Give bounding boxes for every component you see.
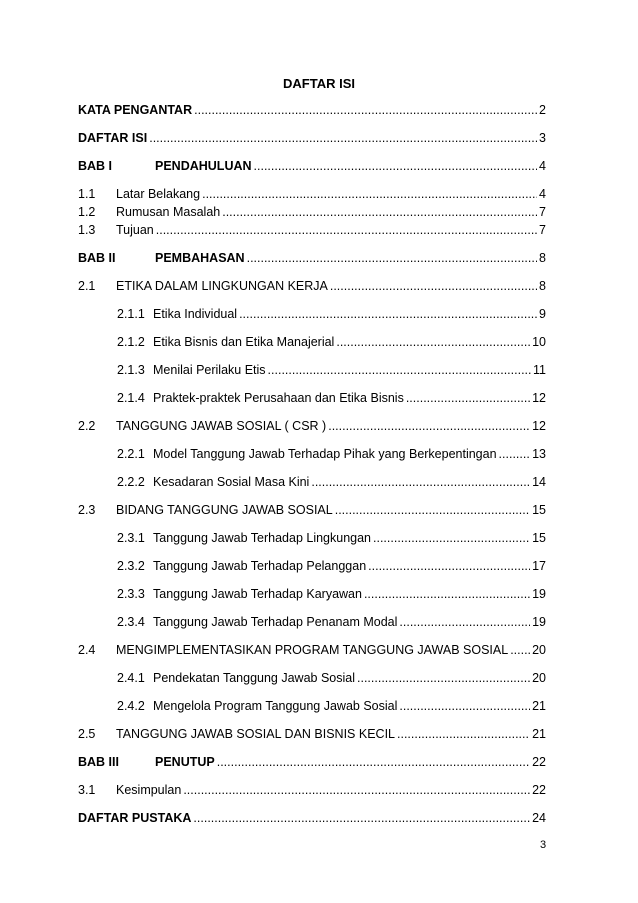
toc-entry-page: 20 bbox=[532, 643, 546, 657]
dot-leader bbox=[364, 586, 530, 602]
toc-entry bbox=[117, 586, 546, 602]
toc-entry bbox=[78, 642, 546, 658]
dot-leader bbox=[336, 334, 530, 350]
toc-entry-label: BIDANG TANGGUNG JAWAB SOSIAL bbox=[116, 503, 333, 517]
toc-entry bbox=[117, 334, 546, 350]
toc-entry-label: PENDAHULUAN bbox=[155, 159, 252, 173]
toc-entry-page: 8 bbox=[539, 251, 546, 265]
toc-entry-label: ETIKA DALAM LINGKUNGAN KERJA bbox=[116, 279, 328, 293]
toc-entry-number: 1.1 bbox=[78, 187, 96, 201]
toc-entry-number: 3.1 bbox=[78, 783, 96, 797]
toc-entry bbox=[78, 102, 546, 118]
dot-leader bbox=[373, 530, 530, 546]
toc-entry-number: 2.3 bbox=[78, 503, 96, 517]
toc-entry-page: 19 bbox=[532, 615, 546, 629]
toc-entry-page: 15 bbox=[532, 503, 546, 517]
toc-entry bbox=[117, 306, 546, 322]
toc-entry-number: 2.2 bbox=[78, 419, 96, 433]
toc-entry-page: 21 bbox=[532, 699, 546, 713]
toc-entry-page: 20 bbox=[532, 671, 546, 685]
toc-entry-label: TANGGUNG JAWAB SOSIAL ( CSR ) bbox=[116, 419, 327, 433]
toc-entry bbox=[117, 614, 546, 630]
toc-entry bbox=[117, 390, 546, 406]
toc-entry-number: 2.4.1 bbox=[117, 671, 145, 685]
toc-entry-page: 7 bbox=[539, 223, 546, 237]
toc-entry bbox=[117, 446, 546, 462]
dot-leader bbox=[268, 362, 531, 378]
toc-entry-label: TANGGUNG JAWAB SOSIAL DAN BISNIS KECIL bbox=[116, 727, 395, 741]
toc-entry-page: 22 bbox=[532, 783, 546, 797]
toc-entry-label: Praktek-praktek Perusahaan dan Etika Bisnis bbox=[153, 391, 404, 405]
toc-entry-number: 2.3.3 bbox=[117, 587, 145, 601]
toc-entry bbox=[78, 754, 546, 770]
toc-entry bbox=[78, 418, 546, 434]
toc-entry bbox=[78, 204, 546, 220]
toc-entry-number: BAB III bbox=[78, 755, 119, 769]
toc-entry-number: BAB I bbox=[78, 159, 113, 173]
toc-entry-page: 24 bbox=[532, 811, 546, 825]
toc-entry-page: 14 bbox=[532, 475, 546, 489]
toc-entry-number: 2.1.4 bbox=[117, 391, 145, 405]
toc-entry-page: 11 bbox=[533, 363, 546, 377]
toc-entry-label: Pendekatan Tanggung Jawab Sosial bbox=[153, 671, 356, 685]
toc-entry-number: 2.4.2 bbox=[117, 699, 145, 713]
dot-leader bbox=[406, 390, 530, 406]
toc-entry-number: BAB II bbox=[78, 251, 116, 265]
dot-leader bbox=[328, 418, 530, 434]
dot-leader bbox=[156, 222, 537, 238]
dot-leader bbox=[193, 810, 530, 826]
toc-entry bbox=[78, 810, 546, 826]
toc-entry-label: Tanggung Jawab Terhadap Karyawan bbox=[153, 587, 362, 601]
dot-leader bbox=[202, 186, 537, 202]
toc-entry-page: 17 bbox=[532, 559, 546, 573]
toc-entry bbox=[117, 558, 546, 574]
toc-entry-number: 2.3.1 bbox=[117, 531, 145, 545]
toc-entry-label: Etika Individual bbox=[153, 307, 238, 321]
toc-entry-number: 2.1 bbox=[78, 279, 96, 293]
toc-entry-label: DAFTAR PUSTAKA bbox=[78, 811, 192, 825]
dot-leader bbox=[311, 474, 530, 490]
toc-title: DAFTAR ISI bbox=[283, 76, 355, 91]
dot-leader bbox=[368, 558, 530, 574]
toc-entry-label: DAFTAR ISI bbox=[78, 131, 148, 145]
dot-leader bbox=[247, 250, 537, 266]
toc-entry-label: PEMBAHASAN bbox=[155, 251, 245, 265]
toc-entry-number: 2.2.1 bbox=[117, 447, 145, 461]
dot-leader bbox=[183, 782, 530, 798]
toc-entry-page: 4 bbox=[539, 187, 546, 201]
dot-leader bbox=[510, 642, 530, 658]
dot-leader bbox=[254, 158, 538, 174]
toc-entry-page: 10 bbox=[532, 335, 546, 349]
toc-entry-label: MENGIMPLEMENTASIKAN PROGRAM TANGGUNG JAWAB SOSIAL bbox=[116, 643, 509, 657]
toc-entry bbox=[78, 186, 546, 202]
toc-entry bbox=[78, 278, 546, 294]
toc-entry-label: Latar Belakang bbox=[116, 187, 201, 201]
dot-leader bbox=[335, 502, 530, 518]
toc-entry-label: Rumusan Masalah bbox=[116, 205, 221, 219]
toc-entry bbox=[117, 670, 546, 686]
toc-entry bbox=[117, 698, 546, 714]
toc-entry bbox=[117, 362, 546, 378]
toc-entry bbox=[117, 474, 546, 490]
toc-entry-number: 2.1.1 bbox=[117, 307, 145, 321]
dot-leader bbox=[499, 446, 531, 462]
toc-entry-page: 12 bbox=[532, 391, 546, 405]
toc-entry-number: 2.4 bbox=[78, 643, 96, 657]
toc-entry-number: 2.2.2 bbox=[117, 475, 145, 489]
toc-entry-page: 21 bbox=[532, 727, 546, 741]
toc-entry-page: 12 bbox=[532, 419, 546, 433]
toc-entry-number: 2.3.4 bbox=[117, 615, 145, 629]
toc-entry bbox=[78, 250, 546, 266]
toc-entry bbox=[78, 502, 546, 518]
toc-entry bbox=[78, 130, 546, 146]
toc-entry-label: Tanggung Jawab Terhadap Penanam Modal bbox=[153, 615, 398, 629]
page-number: 3 bbox=[540, 839, 547, 851]
toc-entry-number: 1.3 bbox=[78, 223, 96, 237]
toc-entry-number: 2.1.3 bbox=[117, 363, 145, 377]
dot-leader bbox=[222, 204, 537, 220]
toc-entry-page: 13 bbox=[532, 447, 546, 461]
dot-leader bbox=[397, 726, 530, 742]
dot-leader bbox=[399, 698, 530, 714]
toc-entry bbox=[78, 782, 546, 798]
toc-entry bbox=[117, 530, 546, 546]
dot-leader bbox=[149, 130, 537, 146]
toc-entry bbox=[78, 158, 546, 174]
toc-entry-label: Tujuan bbox=[116, 223, 154, 237]
toc-entry-label: Mengelola Program Tanggung Jawab Sosial bbox=[153, 699, 398, 713]
toc-entry-label: Kesimpulan bbox=[116, 783, 182, 797]
toc-entry-label: Tanggung Jawab Terhadap Lingkungan bbox=[153, 531, 372, 545]
toc-entry-page: 19 bbox=[532, 587, 546, 601]
dot-leader bbox=[357, 670, 530, 686]
toc-entry-page: 4 bbox=[539, 159, 546, 173]
toc-entry-label: Model Tanggung Jawab Terhadap Pihak yang Berkepentingan bbox=[153, 447, 497, 461]
toc-entry-label: Menilai Perilaku Etis bbox=[153, 363, 266, 377]
toc-entry bbox=[78, 222, 546, 238]
toc-entry-page: 2 bbox=[539, 103, 546, 117]
toc-entry-number: 1.2 bbox=[78, 205, 96, 219]
toc-entry-number: 2.5 bbox=[78, 727, 96, 741]
toc-entry-label: Tanggung Jawab Terhadap Pelanggan bbox=[153, 559, 367, 573]
dot-leader bbox=[217, 754, 530, 770]
toc-entry-label: PENUTUP bbox=[155, 755, 215, 769]
toc-entry-page: 3 bbox=[539, 131, 546, 145]
toc-entry-label: Kesadaran Sosial Masa Kini bbox=[153, 475, 310, 489]
toc-entry bbox=[78, 726, 546, 742]
toc-entry-page: 8 bbox=[539, 279, 546, 293]
toc-entry-number: 2.1.2 bbox=[117, 335, 145, 349]
toc-entry-page: 9 bbox=[539, 307, 546, 321]
toc-entry-label: Etika Bisnis dan Etika Manajerial bbox=[153, 335, 335, 349]
toc-entry-page: 22 bbox=[532, 755, 546, 769]
toc-entry-page: 7 bbox=[539, 205, 546, 219]
toc-entry-label: KATA PENGANTAR bbox=[78, 103, 193, 117]
dot-leader bbox=[330, 278, 537, 294]
dot-leader bbox=[399, 614, 530, 630]
toc-entry-number: 2.3.2 bbox=[117, 559, 145, 573]
dot-leader bbox=[239, 306, 537, 322]
toc-entry-page: 15 bbox=[532, 531, 546, 545]
dot-leader bbox=[194, 102, 537, 118]
